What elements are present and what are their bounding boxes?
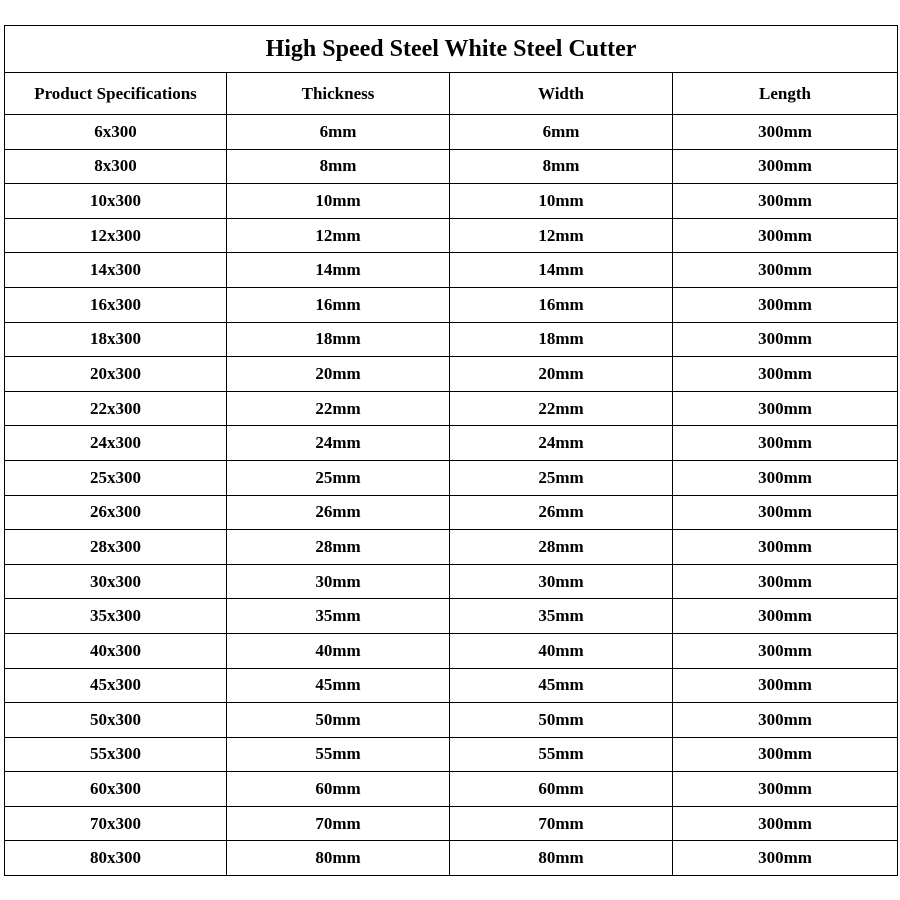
cell-width: 10mm xyxy=(450,184,673,219)
cell-product-specification: 24x300 xyxy=(5,426,227,461)
cell-thickness: 8mm xyxy=(227,149,450,184)
cell-product-specification: 28x300 xyxy=(5,530,227,565)
spec-table xyxy=(4,25,898,876)
cell-product-specification: 45x300 xyxy=(5,668,227,703)
table-row xyxy=(5,115,898,150)
table-row xyxy=(5,841,898,876)
cell-length: 300mm xyxy=(673,737,898,772)
header-width: Width xyxy=(450,73,673,115)
table-row xyxy=(5,460,898,495)
cell-width: 28mm xyxy=(450,530,673,565)
cell-product-specification: 60x300 xyxy=(5,772,227,807)
cell-product-specification: 8x300 xyxy=(5,149,227,184)
cell-length: 300mm xyxy=(673,253,898,288)
cell-thickness: 30mm xyxy=(227,564,450,599)
cell-product-specification: 16x300 xyxy=(5,287,227,322)
cell-width: 26mm xyxy=(450,495,673,530)
cell-thickness: 25mm xyxy=(227,460,450,495)
cell-length: 300mm xyxy=(673,426,898,461)
cell-length: 300mm xyxy=(673,703,898,738)
cell-width: 40mm xyxy=(450,633,673,668)
cell-width: 70mm xyxy=(450,806,673,841)
table-row xyxy=(5,703,898,738)
cell-thickness: 60mm xyxy=(227,772,450,807)
cell-product-specification: 35x300 xyxy=(5,599,227,634)
cell-thickness: 18mm xyxy=(227,322,450,357)
cell-product-specification: 6x300 xyxy=(5,115,227,150)
cell-width: 6mm xyxy=(450,115,673,150)
header-row xyxy=(5,73,898,115)
cell-thickness: 20mm xyxy=(227,357,450,392)
table-row xyxy=(5,253,898,288)
table-row xyxy=(5,806,898,841)
cell-length: 300mm xyxy=(673,218,898,253)
cell-product-specification: 25x300 xyxy=(5,460,227,495)
table-title: High Speed Steel White Steel Cutter xyxy=(5,26,898,73)
cell-thickness: 70mm xyxy=(227,806,450,841)
cell-length: 300mm xyxy=(673,633,898,668)
table-row xyxy=(5,495,898,530)
cell-length: 300mm xyxy=(673,391,898,426)
cell-thickness: 35mm xyxy=(227,599,450,634)
cell-width: 35mm xyxy=(450,599,673,634)
cell-thickness: 22mm xyxy=(227,391,450,426)
cell-thickness: 12mm xyxy=(227,218,450,253)
cell-thickness: 80mm xyxy=(227,841,450,876)
cell-length: 300mm xyxy=(673,149,898,184)
cell-width: 80mm xyxy=(450,841,673,876)
cell-length: 300mm xyxy=(673,495,898,530)
cell-length: 300mm xyxy=(673,668,898,703)
cell-width: 24mm xyxy=(450,426,673,461)
cell-thickness: 14mm xyxy=(227,253,450,288)
table-row xyxy=(5,426,898,461)
cell-thickness: 40mm xyxy=(227,633,450,668)
cell-width: 14mm xyxy=(450,253,673,288)
table-row xyxy=(5,357,898,392)
cell-thickness: 50mm xyxy=(227,703,450,738)
cell-length: 300mm xyxy=(673,772,898,807)
cell-width: 8mm xyxy=(450,149,673,184)
table-row xyxy=(5,149,898,184)
cell-thickness: 26mm xyxy=(227,495,450,530)
table-row xyxy=(5,772,898,807)
cell-length: 300mm xyxy=(673,460,898,495)
cell-width: 12mm xyxy=(450,218,673,253)
table-row xyxy=(5,218,898,253)
cell-product-specification: 30x300 xyxy=(5,564,227,599)
cell-thickness: 10mm xyxy=(227,184,450,219)
cell-width: 22mm xyxy=(450,391,673,426)
table-row xyxy=(5,530,898,565)
cell-length: 300mm xyxy=(673,806,898,841)
cell-product-specification: 70x300 xyxy=(5,806,227,841)
cell-width: 45mm xyxy=(450,668,673,703)
table-row xyxy=(5,322,898,357)
cell-thickness: 24mm xyxy=(227,426,450,461)
table-row xyxy=(5,633,898,668)
cell-length: 300mm xyxy=(673,115,898,150)
cell-thickness: 55mm xyxy=(227,737,450,772)
cell-width: 55mm xyxy=(450,737,673,772)
table-row xyxy=(5,668,898,703)
cell-length: 300mm xyxy=(673,564,898,599)
cell-product-specification: 40x300 xyxy=(5,633,227,668)
cell-width: 16mm xyxy=(450,287,673,322)
cell-product-specification: 55x300 xyxy=(5,737,227,772)
cell-width: 60mm xyxy=(450,772,673,807)
table-row xyxy=(5,184,898,219)
cell-length: 300mm xyxy=(673,599,898,634)
cell-length: 300mm xyxy=(673,287,898,322)
cell-length: 300mm xyxy=(673,184,898,219)
cell-length: 300mm xyxy=(673,841,898,876)
table-row xyxy=(5,737,898,772)
header-thickness: Thickness xyxy=(227,73,450,115)
cell-product-specification: 10x300 xyxy=(5,184,227,219)
cell-thickness: 28mm xyxy=(227,530,450,565)
table-row xyxy=(5,287,898,322)
header-product-specifications: Product Specifications xyxy=(5,73,227,115)
table-row xyxy=(5,564,898,599)
cell-width: 20mm xyxy=(450,357,673,392)
cell-product-specification: 18x300 xyxy=(5,322,227,357)
cell-product-specification: 80x300 xyxy=(5,841,227,876)
cell-product-specification: 12x300 xyxy=(5,218,227,253)
cell-thickness: 16mm xyxy=(227,287,450,322)
cell-length: 300mm xyxy=(673,357,898,392)
header-length: Length xyxy=(673,73,898,115)
cell-product-specification: 22x300 xyxy=(5,391,227,426)
cell-thickness: 45mm xyxy=(227,668,450,703)
cell-width: 30mm xyxy=(450,564,673,599)
cell-thickness: 6mm xyxy=(227,115,450,150)
table-body xyxy=(5,115,898,876)
cell-length: 300mm xyxy=(673,322,898,357)
cell-length: 300mm xyxy=(673,530,898,565)
table-row xyxy=(5,391,898,426)
cell-width: 50mm xyxy=(450,703,673,738)
cell-product-specification: 20x300 xyxy=(5,357,227,392)
cell-width: 18mm xyxy=(450,322,673,357)
cell-product-specification: 26x300 xyxy=(5,495,227,530)
cell-product-specification: 50x300 xyxy=(5,703,227,738)
cell-width: 25mm xyxy=(450,460,673,495)
title-row xyxy=(5,26,898,73)
table-row xyxy=(5,599,898,634)
cell-product-specification: 14x300 xyxy=(5,253,227,288)
